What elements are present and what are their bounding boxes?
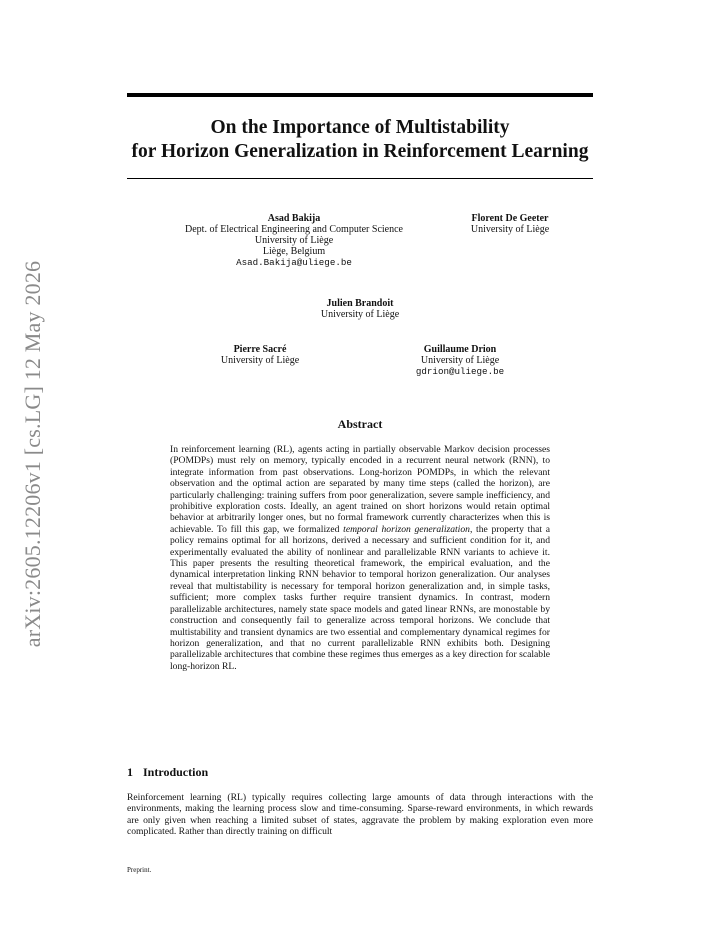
author-email: Asad.Bakija@uliege.be	[236, 257, 352, 268]
author-affiliation: University of Liège	[254, 235, 334, 246]
author-name: Florent De Geeter	[471, 213, 549, 224]
preprint-footnote: Preprint.	[127, 866, 152, 874]
abstract-emphasis: temporal horizon generalization	[343, 523, 470, 535]
abstract-text	[170, 444, 550, 672]
abstract-text-part-2: , the property that a policy remains optimal for all horizons, derived a necessary and sufficient condition for it, and experimentally evaluated the ability of nonlinear and parallelizable RNN variants to achieve it. This paper presents the resulting theoretical framework, the empirical evaluation, and the dynamical interpretation linking RNN behavior to temporal horizon generalization. Our analyses reveal that multistability is necessary for temporal horizon generalization and, in simple tasks, sufficient; more complex tasks further require transient dynamics. In contrast, modern parallelizable architectures, namely state space models and gated linear RNNs, are monostable by construction and consequently fail to generalize across temporal horizons. We conclude that multistability and transient dynamics are two essential and complementary dynamical regimes for horizon generalization, and that no current parallelizable RNN exhibits both. Designing parallelizable architectures that combine these regimes thus emerges as a key direction for scalable long-horizon RL.	[170, 523, 551, 672]
author-name: Asad Bakija	[267, 213, 321, 224]
abstract-text-part-1: In reinforcement learning (RL), agents acting in partially observable Markov decision processes (POMDPs) must rely on memory, typically encoded in a recurrent neural network (RNN), to integrate information from past observations. Long-horizon POMDPs, in which the relevant observation and the optimal action are separated by many time steps (called the horizon), are particularly challenging: training suffers from poor generalization, severe sample inefficiency, and prohibitive exploration costs. Ideally, an agent trained on short horizons would retain optimal behavior at arbitrarily longer ones, but no formal framework currently characterizes when this is achievable. To fill this gap, we formalized	[170, 444, 550, 535]
title-line-2: for Horizon Generalization in Reinforcement Learning	[131, 141, 589, 162]
introduction-paragraph: Reinforcement learning (RL) typically requires collecting large amounts of data through interactions with the environments, making the learning process slow and time-consuming. Sparse-reward environments, in which rewards are only given when reaching a limited subset of states, aggravate the problem by making exploration even more complicated. Rather than directly training on difficult	[127, 792, 593, 838]
arxiv-identifier: arXiv:2605.12206v1 [cs.LG] 12 May 2026	[20, 260, 45, 648]
title-line-1: On the Importance of Multistability	[210, 117, 510, 138]
arxiv-stamp	[18, 258, 48, 650]
section-number: 1	[127, 765, 133, 779]
author-email: gdrion@uliege.be	[415, 366, 505, 377]
title-rule-bottom	[127, 178, 593, 179]
author-block-pierre-sacre	[200, 344, 320, 366]
paper-title	[100, 116, 620, 164]
author-affiliation: University of Liège	[470, 224, 550, 235]
author-name: Pierre Sacré	[233, 344, 287, 355]
author-block-florent-de-geeter	[450, 213, 570, 235]
section-title: Introduction	[143, 765, 209, 779]
author-location: Liège, Belgium	[262, 246, 326, 257]
author-affiliation: University of Liège	[220, 355, 300, 366]
author-department: Dept. of Electrical Engineering and Computer Science	[185, 224, 403, 235]
author-block-guillaume-drion	[385, 344, 535, 377]
author-name: Julien Brandoit	[326, 298, 394, 309]
author-block-asad-bakija	[160, 213, 428, 268]
title-rule-top	[127, 93, 593, 97]
author-affiliation: University of Liège	[320, 309, 400, 320]
author-affiliation: University of Liège	[420, 355, 500, 366]
author-block-julien-brandoit	[280, 298, 440, 320]
author-name: Guillaume Drion	[423, 344, 497, 355]
abstract-heading: Abstract	[337, 417, 383, 431]
section-heading-introduction	[127, 765, 427, 779]
